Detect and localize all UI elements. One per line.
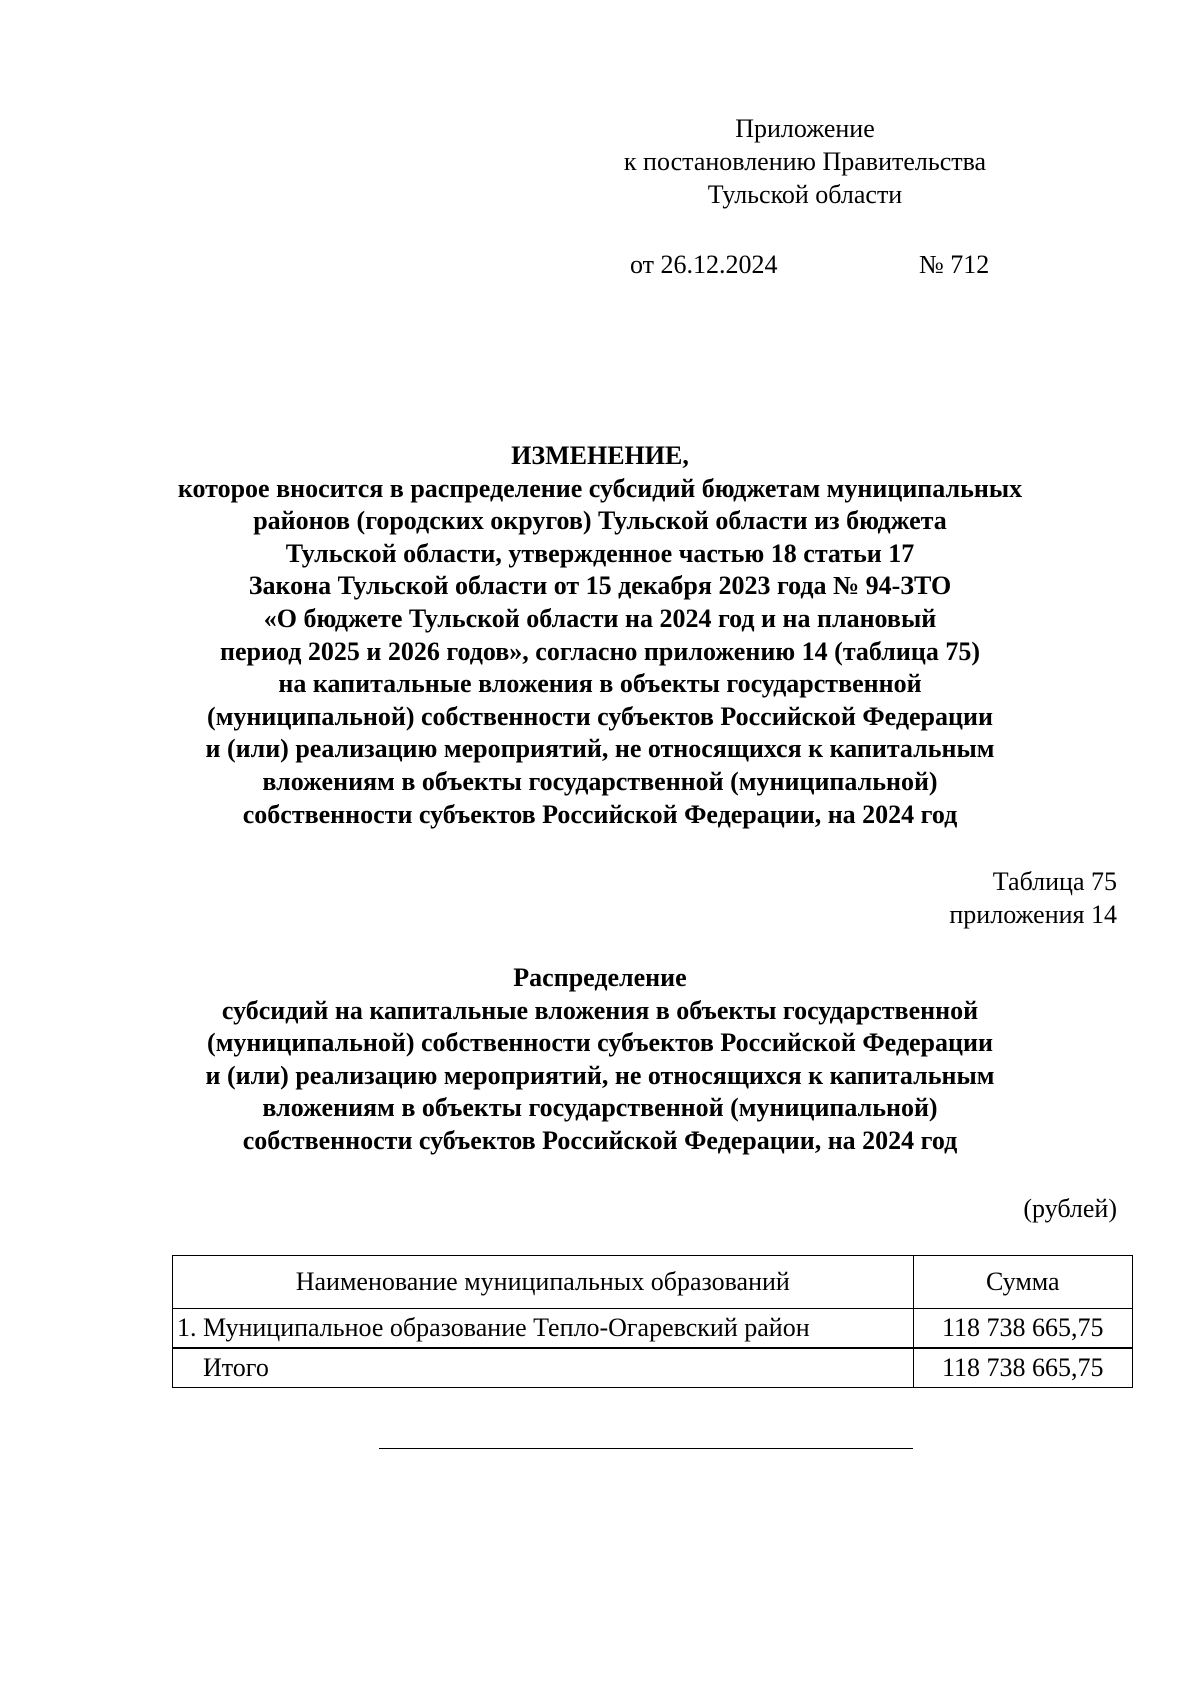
total-label-cell: Итого: [173, 1348, 914, 1388]
main-title: [130, 440, 1070, 831]
main-title-line: (муниципальной) собственности субъектов Российской Федерации: [207, 701, 993, 731]
main-title-line: Закона Тульской области от 15 декабря 2023 года № 94-ЗТО: [248, 571, 952, 601]
header-sum-cell: Сумма: [913, 1256, 1132, 1309]
main-title-line: и (или) реализацию мероприятий, не относящихся к капитальным: [205, 734, 995, 764]
distribution-title-line: (муниципальной) собственности субъектов Российской Федерации: [207, 1028, 993, 1058]
main-title-line: которое вносится в распределение субсидий бюджетам муниципальных: [177, 473, 1023, 503]
distribution-title: [130, 962, 1070, 1158]
table-header-row: [173, 1256, 1133, 1309]
units-label: (рублей): [1023, 1194, 1117, 1223]
distribution-title-line: и (или) реализацию мероприятий, не относящихся к капитальным: [205, 1060, 995, 1090]
end-separator-line: [379, 1448, 913, 1449]
main-title-line: районов (городских округов) Тульской области из бюджета: [253, 506, 947, 536]
appendix-line: к постановлению Правительства: [623, 147, 987, 176]
decree-date: от 26.12.2024: [630, 250, 778, 279]
main-title-line: на капитальные вложения в объекты государственной: [278, 669, 922, 699]
header-name-cell: Наименование муниципальных образований: [173, 1256, 914, 1309]
appendix-header: [580, 112, 1030, 211]
total-amount-cell: 118 738 665,75: [913, 1348, 1132, 1388]
total-row: [173, 1348, 1133, 1388]
table-reference: [949, 865, 1117, 931]
distribution-title-line: вложениям в объекты государственной (муниципальной): [262, 1093, 938, 1123]
main-title-line: вложениям в объекты государственной (муниципальной): [262, 766, 938, 796]
main-title-line: собственности субъектов Российской Федерации, на 2024 год: [242, 799, 958, 829]
amount-cell: 118 738 665,75: [913, 1309, 1132, 1349]
main-title-line: ИЗМЕНЕНИЕ,: [511, 441, 689, 470]
table-row: [173, 1309, 1133, 1349]
main-title-line: «О бюджете Тульской области на 2024 год и на плановый: [263, 603, 937, 633]
table-reference-line: приложения 14: [949, 900, 1117, 929]
decree-number: № 712: [919, 250, 990, 279]
municipality-name-cell: 1. Муниципальное образование Тепло-Огаревский район: [173, 1309, 914, 1349]
main-title-line: период 2025 и 2026 годов», согласно приложению 14 (таблица 75): [220, 636, 980, 666]
distribution-table: [172, 1255, 1133, 1388]
distribution-title-line: собственности субъектов Российской Федерации, на 2024 год: [242, 1125, 958, 1155]
distribution-title-line: Распределение: [513, 963, 687, 992]
main-title-line: Тульской области, утвержденное частью 18 статьи 17: [285, 538, 915, 568]
appendix-line: Тульской области: [707, 180, 903, 209]
distribution-title-line: субсидий на капитальные вложения в объекты государственной: [221, 995, 979, 1025]
appendix-line: Приложение: [735, 114, 875, 143]
table-reference-line: Таблица 75: [992, 867, 1117, 896]
